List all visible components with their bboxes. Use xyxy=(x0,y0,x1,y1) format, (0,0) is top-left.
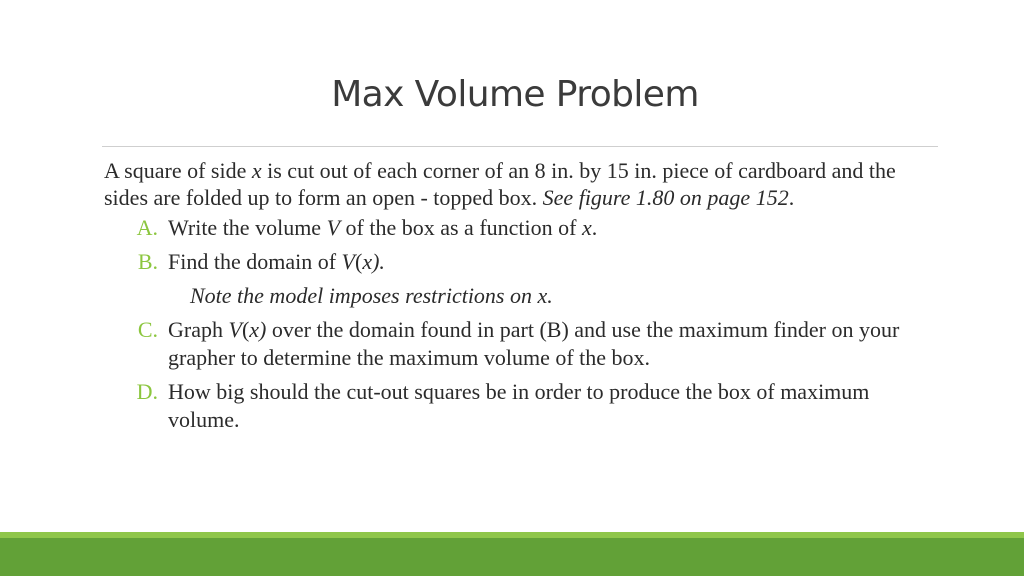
item-c-text-1: Graph xyxy=(168,317,229,342)
item-b-text-1: Find the domain of xyxy=(168,249,342,274)
list-marker-a: A. xyxy=(136,215,158,240)
list-marker-d: D. xyxy=(136,379,158,404)
item-a-text-1: Write the volume xyxy=(168,215,327,240)
item-c-paren-open: ( xyxy=(241,317,250,342)
intro-text-2: is cut out of each corner of an 8 in. by 15 in. piece of cardboard and the sides are folded up to form an open - topped box. xyxy=(104,158,896,210)
item-b-var-v: V xyxy=(341,249,355,274)
item-a-text-3: . xyxy=(591,215,598,240)
item-a-text-2: of the box as a function of xyxy=(340,215,582,240)
item-c-var-v: V xyxy=(228,317,242,342)
title-divider xyxy=(102,146,938,147)
list-item-d xyxy=(104,378,944,434)
intro-text-1: A square of side xyxy=(104,158,252,183)
list-item-a xyxy=(104,214,944,242)
item-a-var-v: V xyxy=(326,215,341,240)
question-list xyxy=(104,214,944,434)
slide-title: Max Volume Problem xyxy=(331,74,699,115)
item-c-paren-close: ) xyxy=(259,317,267,342)
item-a-var-x: x xyxy=(581,215,592,240)
slide-body xyxy=(104,157,944,440)
list-item-b xyxy=(104,248,944,276)
intro-var-x: x xyxy=(251,158,262,183)
intro-end: . xyxy=(788,185,795,210)
figure-reference: See figure 1.80 on page 152 xyxy=(542,185,789,210)
item-b-paren-close: ). xyxy=(372,249,385,274)
item-a-text xyxy=(168,214,944,242)
footer-bar xyxy=(0,538,1024,576)
item-c-var-x: x xyxy=(249,317,260,342)
intro-paragraph xyxy=(104,157,944,211)
list-item-c xyxy=(104,316,944,372)
item-b-paren-open: ( xyxy=(355,249,363,274)
item-b-text xyxy=(168,248,944,276)
domain-note: Note the model imposes restrictions on x. xyxy=(190,283,553,308)
list-marker-c: C. xyxy=(137,317,158,342)
list-marker-b: B. xyxy=(137,249,158,274)
item-c-text-2: over the domain found in part (B) and use the maximum finder on your grapher to determine the maximum volume of the box. xyxy=(168,317,900,370)
item-b-var-x: x xyxy=(362,249,373,274)
item-d-text: How big should the cut-out squares be in order to produce the box of maximum volume. xyxy=(168,379,870,432)
item-c-text xyxy=(168,316,944,372)
